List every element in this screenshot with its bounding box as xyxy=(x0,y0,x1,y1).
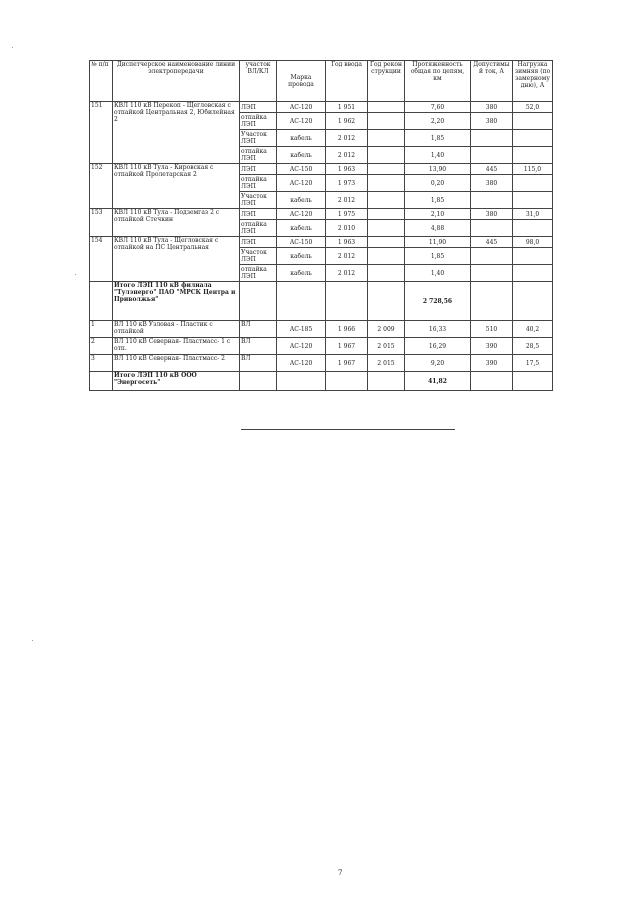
load-cell xyxy=(513,113,553,130)
section-cell: ВЛ xyxy=(240,338,277,355)
reconstruction-cell xyxy=(368,113,405,130)
empty-cell xyxy=(513,282,553,321)
load-cell xyxy=(513,175,553,192)
lines-table xyxy=(89,60,553,391)
reconstruction-cell xyxy=(368,248,405,265)
table-row xyxy=(90,355,553,372)
reconstruction-cell xyxy=(368,164,405,175)
wire-cell: АС-150 xyxy=(277,237,326,248)
total-label: Итого ЛЭП 110 кВ филиала "Тулэнерго" ПАО "МРСК Центра и Приволжья" xyxy=(113,282,240,321)
total-row xyxy=(90,282,553,321)
section-cell: Участок ЛЭП xyxy=(240,248,277,265)
wire-cell: АС-150 xyxy=(277,164,326,175)
current-cell: 390 xyxy=(471,355,513,372)
signature-line xyxy=(241,429,455,430)
year-cell: 2 012 xyxy=(326,265,368,282)
reconstruction-cell xyxy=(368,192,405,209)
length-cell: 9,20 xyxy=(405,355,471,372)
section-cell: ВЛ xyxy=(240,321,277,338)
line-number: 152 xyxy=(90,164,113,209)
current-cell xyxy=(471,265,513,282)
load-cell xyxy=(513,220,553,237)
length-cell: 1,85 xyxy=(405,248,471,265)
empty-cell xyxy=(326,372,368,391)
reconstruction-cell xyxy=(368,147,405,164)
section-cell: ЛЭП xyxy=(240,102,277,113)
empty-cell xyxy=(277,282,326,321)
load-cell: 28,5 xyxy=(513,338,553,355)
wire-cell: кабель xyxy=(277,220,326,237)
page-number: 7 xyxy=(338,869,343,877)
current-cell: 390 xyxy=(471,338,513,355)
year-cell: 1 963 xyxy=(326,164,368,175)
current-cell: 380 xyxy=(471,102,513,113)
scan-speck xyxy=(32,640,33,641)
year-cell: 1 966 xyxy=(326,321,368,338)
year-cell: 1 963 xyxy=(326,237,368,248)
length-cell: 4,88 xyxy=(405,220,471,237)
empty-cell xyxy=(326,282,368,321)
current-cell: 510 xyxy=(471,321,513,338)
line-name: КВЛ 110 кВ Тула - Подземгаз 2 с отпайкой Стечкин xyxy=(113,209,240,237)
load-cell xyxy=(513,248,553,265)
section-cell: Участок ЛЭП xyxy=(240,130,277,147)
length-cell: 11,90 xyxy=(405,237,471,248)
year-cell: 2 012 xyxy=(326,192,368,209)
line-name: ВЛ 110 кВ Узловая - Пластик с отпайкой xyxy=(113,321,240,338)
length-cell: 1,85 xyxy=(405,192,471,209)
table-row xyxy=(90,164,553,175)
current-cell: 380 xyxy=(471,175,513,192)
wire-cell: АС-120 xyxy=(277,175,326,192)
section-cell: ВЛ xyxy=(240,355,277,372)
reconstruction-cell xyxy=(368,265,405,282)
wire-cell: кабель xyxy=(277,248,326,265)
total-label: Итого ЛЭП 110 кВ ООО "Энергосеть" xyxy=(113,372,240,391)
wire-cell: АС-120 xyxy=(277,113,326,130)
current-cell: 445 xyxy=(471,237,513,248)
year-cell: 1 962 xyxy=(326,113,368,130)
line-number: 3 xyxy=(90,355,113,372)
length-cell: 13,90 xyxy=(405,164,471,175)
line-number: 154 xyxy=(90,237,113,282)
current-cell xyxy=(471,147,513,164)
header-num: № п/п xyxy=(90,61,113,102)
line-number: 151 xyxy=(90,102,113,164)
table-row xyxy=(90,237,553,248)
length-cell: 1,40 xyxy=(405,265,471,282)
year-cell: 2 010 xyxy=(326,220,368,237)
wire-cell: АС-120 xyxy=(277,338,326,355)
length-cell: 16,29 xyxy=(405,338,471,355)
wire-cell: кабель xyxy=(277,192,326,209)
length-cell: 1,40 xyxy=(405,147,471,164)
load-cell xyxy=(513,130,553,147)
header-current: Допустимый ток, А xyxy=(471,61,513,102)
reconstruction-cell xyxy=(368,220,405,237)
section-cell: ЛЭП xyxy=(240,237,277,248)
line-name: ВЛ 110 кВ Северная- Пластмасс- 2 xyxy=(113,355,240,372)
wire-cell: АС-185 xyxy=(277,321,326,338)
table-row xyxy=(90,102,553,113)
reconstruction-cell xyxy=(368,209,405,220)
current-cell: 380 xyxy=(471,113,513,130)
length-cell: 0,20 xyxy=(405,175,471,192)
length-cell: 1,85 xyxy=(405,130,471,147)
length-cell: 7,60 xyxy=(405,102,471,113)
line-name: КВЛ 110 кВ Перекоп - Щегловская с отпайкой Центральная 2, Юбилейная 2 xyxy=(113,102,240,164)
load-cell: 31,0 xyxy=(513,209,553,220)
table-row xyxy=(90,209,553,220)
year-cell: 1 975 xyxy=(326,209,368,220)
line-name: ВЛ 110 кВ Северная- Пластмасс- 1 с отп. xyxy=(113,338,240,355)
current-cell: 380 xyxy=(471,209,513,220)
wire-cell: кабель xyxy=(277,147,326,164)
table-header-row xyxy=(90,61,553,102)
header-name: Диспетчерское наименование линии электропередачи xyxy=(113,61,240,102)
header-length: Протяженность общая по цепям, км xyxy=(405,61,471,102)
reconstruction-cell xyxy=(368,175,405,192)
load-cell: 17,5 xyxy=(513,355,553,372)
current-cell xyxy=(471,130,513,147)
empty-cell xyxy=(240,282,277,321)
section-cell: отпайка ЛЭП xyxy=(240,175,277,192)
empty-cell xyxy=(90,282,113,321)
wire-cell: кабель xyxy=(277,130,326,147)
scan-speck xyxy=(12,47,13,48)
length-cell: 2,10 xyxy=(405,209,471,220)
section-cell: отпайка ЛЭП xyxy=(240,220,277,237)
reconstruction-cell xyxy=(368,237,405,248)
load-cell: 98,0 xyxy=(513,237,553,248)
header-year-rec: Год рекон струкции xyxy=(368,61,405,102)
table-row xyxy=(90,321,553,338)
empty-cell xyxy=(368,282,405,321)
wire-cell: АС-120 xyxy=(277,209,326,220)
section-cell: отпайка ЛЭП xyxy=(240,113,277,130)
load-cell xyxy=(513,265,553,282)
load-cell xyxy=(513,192,553,209)
header-load: Нагрузка зимняя (по замерному дню), А xyxy=(513,61,553,102)
section-cell: отпайка ЛЭП xyxy=(240,147,277,164)
load-cell: 52,0 xyxy=(513,102,553,113)
line-name: КВЛ 110 кВ Тула - Кировская с отпайкой Пролетарская 2 xyxy=(113,164,240,209)
load-cell: 40,2 xyxy=(513,321,553,338)
wire-cell: АС-120 xyxy=(277,355,326,372)
reconstruction-cell xyxy=(368,130,405,147)
section-cell: ЛЭП xyxy=(240,209,277,220)
section-cell: отпайка ЛЭП xyxy=(240,265,277,282)
year-cell: 2 012 xyxy=(326,248,368,265)
current-cell: 445 xyxy=(471,164,513,175)
year-cell: 2 012 xyxy=(326,130,368,147)
total-length: 41,82 xyxy=(405,372,471,391)
section-cell: ЛЭП xyxy=(240,164,277,175)
line-number: 1 xyxy=(90,321,113,338)
scan-speck xyxy=(75,274,76,275)
header-wire: Марка провода xyxy=(277,61,326,102)
header-section: участок ВЛ/КЛ xyxy=(240,61,277,102)
load-cell: 115,0 xyxy=(513,164,553,175)
table-row xyxy=(90,338,553,355)
empty-cell xyxy=(240,372,277,391)
reconstruction-cell: 2 015 xyxy=(368,338,405,355)
empty-cell xyxy=(90,372,113,391)
year-cell: 1 967 xyxy=(326,338,368,355)
wire-cell: АС-120 xyxy=(277,102,326,113)
total-row xyxy=(90,372,553,391)
line-number: 2 xyxy=(90,338,113,355)
line-name: КВЛ 110 кВ Тула - Щегловская с отпайкой на ПС Центральная xyxy=(113,237,240,282)
total-length: 2 728,56 xyxy=(405,282,471,321)
header-year-in: Год ввода xyxy=(326,61,368,102)
section-cell: Участок ЛЭП xyxy=(240,192,277,209)
length-cell: 16,33 xyxy=(405,321,471,338)
year-cell: 1 967 xyxy=(326,355,368,372)
load-cell xyxy=(513,147,553,164)
current-cell xyxy=(471,248,513,265)
current-cell xyxy=(471,220,513,237)
reconstruction-cell: 2 009 xyxy=(368,321,405,338)
year-cell: 2 012 xyxy=(326,147,368,164)
empty-cell xyxy=(471,282,513,321)
reconstruction-cell xyxy=(368,102,405,113)
wire-cell: кабель xyxy=(277,265,326,282)
empty-cell xyxy=(513,372,553,391)
length-cell: 2,20 xyxy=(405,113,471,130)
current-cell xyxy=(471,192,513,209)
empty-cell xyxy=(471,372,513,391)
empty-cell xyxy=(368,372,405,391)
year-cell: 1 951 xyxy=(326,102,368,113)
year-cell: 1 973 xyxy=(326,175,368,192)
reconstruction-cell: 2 015 xyxy=(368,355,405,372)
line-number: 153 xyxy=(90,209,113,237)
empty-cell xyxy=(277,372,326,391)
